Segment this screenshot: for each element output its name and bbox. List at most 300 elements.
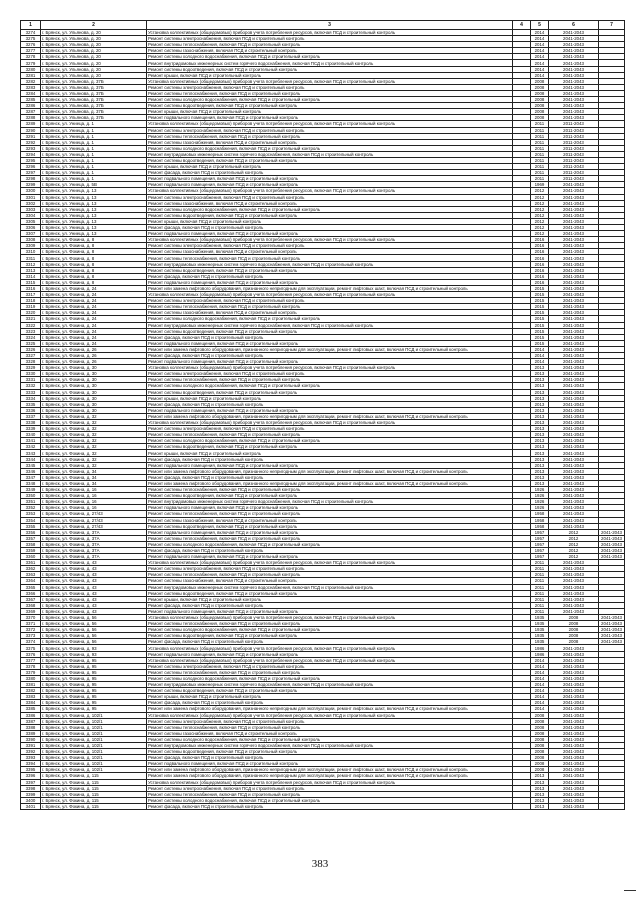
year-cell: 1958: [531, 511, 549, 517]
period-cell: 2041-2043: [549, 761, 599, 767]
period-cell: 2041-2043: [549, 468, 599, 474]
row-number-cell: 3303: [21, 206, 41, 212]
work-type-cell: Ремонт подвального помещения, включая ПСД и строительный контроль: [147, 340, 513, 346]
row-number-cell: 3314: [21, 273, 41, 279]
period-cell: 2041-2043: [549, 218, 599, 224]
address-cell: г. Брянск, ул. Фокина, д. 24: [41, 304, 147, 310]
address-cell: г. Брянск, ул. Фокина, д. 32: [41, 426, 147, 432]
address-cell: г. Брянск, ул. Униеца, д. 1: [41, 133, 147, 139]
period-cell: 2041-2043: [549, 292, 599, 298]
row-number-cell: 3322: [21, 322, 41, 328]
work-type-cell: Ремонт системы электроснабжения, включая ПСД и строительный контроль: [147, 36, 513, 42]
period-cell: 2011-2043: [549, 176, 599, 182]
row-number-cell: 3291: [21, 133, 41, 139]
year-cell: 2014: [531, 706, 549, 712]
address-cell: г. Брянск, ул. Ульянова, д. 20: [41, 48, 147, 54]
address-cell: г. Брянск, ул. Фокина, д. 93: [41, 645, 147, 651]
address-cell: г. Брянск, ул. Ульянова, д. 20: [41, 54, 147, 60]
period-cell: 2041-2043: [549, 371, 599, 377]
period-cell: 2041-2043: [549, 450, 599, 456]
work-type-cell: Ремонт или замена лифтового оборудования, признанного непригодным для эксплуатации, ремонт лифтовых шахт, включая ПСД и строительный контроль: [147, 773, 513, 779]
address-cell: г. Брянск, ул. Фокина, д. 32: [41, 420, 147, 426]
year-cell: 2013: [531, 456, 549, 462]
work-type-cell: Ремонт подвального помещения, включая ПСД и строительный контроль: [147, 176, 513, 182]
work-type-cell: Ремонт подвального помещения, включая ПСД и строительный контроль: [147, 608, 513, 614]
row-number-cell: 3400: [21, 797, 41, 803]
work-type-cell: Установка коллективных (общедомовых) приборов учета потребления ресурсов, включая ПСД и строительный контроль: [147, 78, 513, 84]
work-type-cell: Ремонт системы электроснабжения, включая ПСД и строительный контроль: [147, 127, 513, 133]
period-cell: 2041-2043: [549, 669, 599, 675]
address-cell: г. Брянск, ул. Фокина, д. 30: [41, 407, 147, 413]
work-type-cell: Ремонт системы водоотведения, включая ПСД и строительный контроль: [147, 267, 513, 273]
work-type-cell: Ремонт системы водоотведения, включая ПСД и строительный контроль: [147, 590, 513, 596]
year-cell: 2014: [531, 663, 549, 669]
work-type-cell: Ремонт системы электроснабжения, включая ПСД и строительный контроль: [147, 663, 513, 669]
work-type-cell: Ремонт фасада, включая ПСД и строительный контроль: [147, 401, 513, 407]
period-cell: 2041-2043: [549, 700, 599, 706]
year-cell: 1957: [531, 535, 549, 541]
row-number-cell: 3388: [21, 724, 41, 730]
period-cell: 2041-2043: [549, 718, 599, 724]
year-cell: 2008: [531, 724, 549, 730]
address-cell: г. Брянск, ул. Униеца, д. 13: [41, 225, 147, 231]
period-cell: 2041-2043: [549, 797, 599, 803]
year-cell: 2014: [531, 72, 549, 78]
year-cell: 2015: [531, 292, 549, 298]
address-cell: г. Брянск, ул. Фокина, д. 102/1: [41, 730, 147, 736]
period-cell: 2041-2043: [549, 803, 599, 809]
year-cell: 2011: [531, 566, 549, 572]
row-number-cell: 3319: [21, 304, 41, 310]
year-cell: 2008: [531, 767, 549, 773]
year-cell: 2008: [531, 761, 549, 767]
address-cell: г. Брянск, ул. Фокина, д. 115: [41, 803, 147, 809]
row-number-cell: 3353: [21, 511, 41, 517]
work-type-cell: Ремонт фасада, включая ПСД и строительный контроль: [147, 456, 513, 462]
period-cell: 2041-2043: [549, 328, 599, 334]
row-number-cell: 3293: [21, 145, 41, 151]
row-number-cell: 3333: [21, 389, 41, 395]
address-cell: г. Брянск, ул. Ульянова, д. 20: [41, 60, 147, 66]
period-cell: 2041-2043: [549, 377, 599, 383]
year-cell: 1969: [531, 182, 549, 188]
address-cell: г. Брянск, ул. Фокина, д. 8: [41, 255, 147, 261]
period-cell: 2041-2043: [549, 749, 599, 755]
period-cell: 2041-2043: [549, 438, 599, 444]
year-cell: 2011: [531, 121, 549, 127]
year-cell: 2015: [531, 322, 549, 328]
period-cell: 2012: [549, 535, 599, 541]
row-number-cell: 3286: [21, 103, 41, 109]
address-cell: г. Брянск, ул. Фокина, д. 34: [41, 474, 147, 480]
col7-cell: 2041-2043: [599, 529, 625, 535]
row-number-cell: 3378: [21, 663, 41, 669]
year-cell: 2011: [531, 578, 549, 584]
row-number-cell: 3288: [21, 115, 41, 121]
row-number-cell: 3361: [21, 560, 41, 566]
work-type-cell: Ремонт системы электроснабжения, включая ПСД и строительный контроль: [147, 566, 513, 572]
year-cell: 2015: [531, 285, 549, 291]
row-number-cell: 3323: [21, 328, 41, 334]
period-cell: 2041-2043: [549, 48, 599, 54]
address-cell: г. Брянск, ул. Фокина, д. 32: [41, 456, 147, 462]
work-type-cell: Ремонт системы теплоснабжения, включая ПСД и строительный контроль: [147, 791, 513, 797]
work-type-cell: Ремонт подвального помещения, включая ПСД и строительный контроль: [147, 182, 513, 188]
period-cell: 2008: [549, 639, 599, 645]
year-cell: 2013: [531, 480, 549, 486]
work-type-cell: Ремонт системы газоснабжения, включая ПСД и строительный контроль: [147, 730, 513, 736]
work-type-cell: Ремонт подвального помещения, включая ПСД и строительный контроль: [147, 462, 513, 468]
address-cell: г. Брянск, ул. Фокина, д. 32: [41, 432, 147, 438]
period-cell: 2041-2043: [549, 444, 599, 450]
address-cell: г. Брянск, ул. Фокина, д. 95: [41, 675, 147, 681]
work-type-cell: Ремонт системы теплоснабжения, включая ПСД и строительный контроль: [147, 724, 513, 730]
period-cell: 2011-2043: [549, 127, 599, 133]
col7-cell: 2041-2043: [599, 627, 625, 633]
period-cell: 2041-2043: [549, 572, 599, 578]
address-cell: г. Брянск, ул. Униеца, д. 1: [41, 164, 147, 170]
year-cell: 2013: [531, 395, 549, 401]
row-number-cell: 3284: [21, 90, 41, 96]
address-cell: г. Брянск, ул. Фокина, д. 95: [41, 706, 147, 712]
period-cell: 2041-2043: [549, 115, 599, 121]
address-cell: г. Брянск, ул. Фокина, д. 24: [41, 334, 147, 340]
address-cell: г. Брянск, ул. Униеца, д. 1: [41, 145, 147, 151]
address-cell: г. Брянск, ул. Фокина, д. 8: [41, 267, 147, 273]
year-cell: 2014: [531, 682, 549, 688]
address-cell: г. Брянск, ул. Фокина, д. 32: [41, 413, 147, 419]
work-type-cell: Ремонт или замена лифтового оборудования, признанного непригодным для эксплуатации, ремонт лифтовых шахт, включая ПСД и строительный контроль: [147, 468, 513, 474]
work-type-cell: Ремонт или замена лифтового оборудования, признанного непригодным для эксплуатации, ремонт лифтовых шахт, включая ПСД и строительный контроль: [147, 413, 513, 419]
column-header: 1: [21, 21, 41, 30]
year-cell: 2013: [531, 407, 549, 413]
row-number-cell: 3334: [21, 395, 41, 401]
row-number-cell: 3335: [21, 401, 41, 407]
period-cell: 2041-2043: [549, 755, 599, 761]
period-cell: 2041-2043: [549, 352, 599, 358]
address-cell: г. Брянск, ул. Фокина, д. 24: [41, 316, 147, 322]
row-number-cell: 3296: [21, 164, 41, 170]
year-cell: 2011: [531, 170, 549, 176]
row-number-cell: 3350: [21, 493, 41, 499]
row-number-cell: 3346: [21, 468, 41, 474]
work-type-cell: Ремонт системы теплоснабжения, включая ПСД и строительный контроль: [147, 487, 513, 493]
period-cell: 2041-2043: [549, 84, 599, 90]
row-number-cell: 3354: [21, 517, 41, 523]
work-type-cell: Ремонт крыши, включая ПСД и строительный контроль: [147, 109, 513, 115]
row-number-cell: 3309: [21, 243, 41, 249]
address-cell: г. Брянск, ул. Униеца, д. 13: [41, 212, 147, 218]
work-type-cell: Ремонт крыши, включая ПСД и строительный контроль: [147, 218, 513, 224]
period-cell: 2041-2043: [549, 255, 599, 261]
year-cell: 1957: [531, 529, 549, 535]
work-type-cell: Ремонт системы водоотведения, включая ПСД и строительный контроль: [147, 103, 513, 109]
work-type-cell: Ремонт крыши, включая ПСД и строительный контроль: [147, 450, 513, 456]
work-type-cell: Ремонт системы холодного водоснабжения, включая ПСД и строительный контроль: [147, 675, 513, 681]
period-cell: 2011-2043: [549, 157, 599, 163]
year-cell: 2011: [531, 151, 549, 157]
address-cell: г. Брянск, ул. Фокина, д. 43: [41, 584, 147, 590]
year-cell: 2011: [531, 590, 549, 596]
period-cell: 2041-2043: [549, 712, 599, 718]
address-cell: г. Брянск, ул. Униеца, д. 5В: [41, 182, 147, 188]
period-cell: 2041-2043: [549, 383, 599, 389]
address-cell: г. Брянск, ул. Униеца, д. 13: [41, 206, 147, 212]
row-number-cell: 3397: [21, 779, 41, 785]
address-cell: г. Брянск, ул. Фокина, д. 102/1: [41, 767, 147, 773]
address-cell: г. Брянск, ул. Фокина, д. 56: [41, 621, 147, 627]
row-number-cell: 3306: [21, 225, 41, 231]
row-number-cell: 3318: [21, 298, 41, 304]
period-cell: 2041-2043: [549, 767, 599, 773]
row-number-cell: 3396: [21, 773, 41, 779]
row-number-cell: 3317: [21, 292, 41, 298]
work-type-cell: Ремонт крыши, включая ПСД и строительный контроль: [147, 164, 513, 170]
year-cell: 2012: [531, 231, 549, 237]
period-cell: 2041-2043: [549, 785, 599, 791]
address-cell: г. Брянск, ул. Фокина, д. 102/1: [41, 755, 147, 761]
work-type-cell: Установка коллективных (общедомовых) приборов учета потребления ресурсов, включая ПСД и строительный контроль: [147, 365, 513, 371]
work-type-cell: Ремонт подвального помещения, включая ПСД и строительный контроль: [147, 529, 513, 535]
period-cell: 2041-2043: [549, 584, 599, 590]
period-cell: 2041-2043: [549, 462, 599, 468]
year-cell: 2014: [531, 688, 549, 694]
work-type-cell: Ремонт крыши, включая ПСД и строительный контроль: [147, 395, 513, 401]
work-type-cell: Ремонт подвального помещения, включая ПСД и строительный контроль: [147, 505, 513, 511]
row-number-cell: 3385: [21, 706, 41, 712]
address-cell: г. Брянск, ул. Фокина, д. 102/1: [41, 724, 147, 730]
row-number-cell: 3332: [21, 383, 41, 389]
year-cell: 2014: [531, 66, 549, 72]
col7-cell: 2041-2043: [599, 621, 625, 627]
work-type-cell: Ремонт системы теплоснабжения, включая ПСД и строительный контроль: [147, 90, 513, 96]
year-cell: 2013: [531, 371, 549, 377]
year-cell: 2008: [531, 84, 549, 90]
period-cell: 2008: [549, 621, 599, 627]
year-cell: 2008: [531, 97, 549, 103]
row-number-cell: 3357: [21, 535, 41, 541]
year-cell: 2016: [531, 279, 549, 285]
column-header: 4: [513, 21, 531, 30]
period-cell: 2041-2043: [549, 182, 599, 188]
period-cell: 2041-2043: [549, 742, 599, 748]
address-cell: г. Брянск, ул. Фокина, д. 115: [41, 773, 147, 779]
year-cell: 2012: [531, 206, 549, 212]
col7-cell: 2041-2043: [599, 633, 625, 639]
year-cell: 2011: [531, 127, 549, 133]
year-cell: 2014: [531, 694, 549, 700]
year-cell: 2011: [531, 584, 549, 590]
work-type-cell: Ремонт или замена лифтового оборудования, признанного непригодным для эксплуатации, ремонт лифтовых шахт, включая ПСД и строительный контроль: [147, 285, 513, 291]
period-cell: 2041-2043: [549, 688, 599, 694]
row-number-cell: 3371: [21, 621, 41, 627]
year-cell: 2013: [531, 468, 549, 474]
row-number-cell: 3301: [21, 194, 41, 200]
address-cell: г. Брянск, ул. Фокина, д. 43: [41, 608, 147, 614]
year-cell: 1935: [531, 615, 549, 621]
year-cell: 1986: [531, 645, 549, 651]
row-number-cell: 3366: [21, 590, 41, 596]
address-cell: г. Брянск, ул. Фокина, д. 8: [41, 273, 147, 279]
year-cell: 2014: [531, 48, 549, 54]
address-cell: г. Брянск, ул. Фокина, д. 30: [41, 383, 147, 389]
period-cell: 2041-2043: [549, 304, 599, 310]
row-number-cell: 3345: [21, 462, 41, 468]
work-type-cell: Ремонт фасада, включая ПСД и строительный контроль: [147, 273, 513, 279]
repair-schedule-table: [20, 20, 625, 810]
period-cell: 2012: [549, 529, 599, 535]
work-type-cell: Установка коллективных (общедомовых) приборов учета потребления ресурсов, включая ПСД и строительный контроль: [147, 420, 513, 426]
period-cell: 2041-2043: [549, 279, 599, 285]
period-cell: 2041-2043: [549, 346, 599, 352]
row-number-cell: 3394: [21, 761, 41, 767]
work-type-cell: Ремонт системы теплоснабжения, включая ПСД и строительный контроль: [147, 432, 513, 438]
row-number-cell: 3375: [21, 645, 41, 651]
year-cell: 2013: [531, 773, 549, 779]
period-cell: 2041-2043: [549, 602, 599, 608]
period-cell: 2041-2043: [549, 310, 599, 316]
work-type-cell: Ремонт или замена лифтового оборудования, признанного непригодным для эксплуатации, ремонт лифтовых шахт, включая ПСД и строительный контроль: [147, 346, 513, 352]
address-cell: г. Брянск, ул. Ульянова, д. 37Б: [41, 97, 147, 103]
row-number-cell: 3374: [21, 639, 41, 645]
year-cell: 1958: [531, 523, 549, 529]
work-type-cell: Установка коллективных (общедомовых) приборов учета потребления ресурсов, включая ПСД и строительный контроль: [147, 615, 513, 621]
address-cell: г. Брянск, ул. Фокина, д. 56: [41, 639, 147, 645]
row-number-cell: 3401: [21, 803, 41, 809]
row-number-cell: 3327: [21, 352, 41, 358]
work-type-cell: Ремонт фасада, включая ПСД и строительный контроль: [147, 225, 513, 231]
period-cell: 2041-2043: [549, 267, 599, 273]
work-type-cell: Ремонт внутридомовых инженерных систем горячего водоснабжения, включая ПСД и строительный контроль: [147, 742, 513, 748]
period-cell: 2041-2043: [549, 432, 599, 438]
period-cell: 2041-2043: [549, 578, 599, 584]
period-cell: 2041-2043: [549, 694, 599, 700]
address-cell: г. Брянск, ул. Фокина, д. 26: [41, 359, 147, 365]
address-cell: г. Брянск, ул. Фокина, д. 30: [41, 401, 147, 407]
row-number-cell: 3358: [21, 541, 41, 547]
address-cell: г. Брянск, ул. Фокина, д. 43: [41, 590, 147, 596]
address-cell: г. Брянск, ул. Фокина, д. 56: [41, 633, 147, 639]
year-cell: 1958: [531, 517, 549, 523]
address-cell: г. Брянск, ул. Фокина, д. 95: [41, 694, 147, 700]
row-number-cell: 3275: [21, 36, 41, 42]
row-number-cell: 3351: [21, 499, 41, 505]
row-number-cell: 3279: [21, 60, 41, 66]
work-type-cell: Ремонт системы водоотведения, включая ПСД и строительный контроль: [147, 444, 513, 450]
period-cell: 2012: [549, 554, 599, 560]
address-cell: г. Брянск, ул. Фокина, д. 8: [41, 243, 147, 249]
row-number-cell: 3398: [21, 785, 41, 791]
row-number-cell: 3364: [21, 578, 41, 584]
work-type-cell: Ремонт системы холодного водоснабжения, включая ПСД и строительный контроль: [147, 736, 513, 742]
column-header: 6: [549, 21, 599, 30]
address-cell: г. Брянск, ул. Фокина, д. 26: [41, 352, 147, 358]
period-cell: 2041-2043: [549, 66, 599, 72]
year-cell: 2011: [531, 157, 549, 163]
period-cell: 2041-2043: [549, 596, 599, 602]
address-cell: г. Брянск, ул. Фокина, д. 8: [41, 249, 147, 255]
address-cell: г. Брянск, ул. Фокина, д. 102/1: [41, 749, 147, 755]
period-cell: 2041-2043: [549, 103, 599, 109]
address-cell: г. Брянск, ул. Фокина, д. 37А: [41, 547, 147, 553]
row-number-cell: 3339: [21, 426, 41, 432]
address-cell: г. Брянск, ул. Фокина, д. 102/1: [41, 718, 147, 724]
period-cell: 2041-2043: [549, 365, 599, 371]
row-number-cell: 3282: [21, 78, 41, 84]
address-cell: г. Брянск, ул. Фокина, д. 37А: [41, 535, 147, 541]
address-cell: г. Брянск, ул. Фокина, д. 30: [41, 377, 147, 383]
address-cell: г. Брянск, ул. Фокина, д. 93: [41, 651, 147, 657]
row-number-cell: 3321: [21, 316, 41, 322]
work-type-cell: Ремонт фасада, включая ПСД и строительный контроль: [147, 755, 513, 761]
work-type-cell: Ремонт системы холодного водоснабжения, включая ПСД и строительный контроль: [147, 54, 513, 60]
work-type-cell: Ремонт системы водоотведения, включая ПСД и строительный контроль: [147, 523, 513, 529]
year-cell: 2016: [531, 255, 549, 261]
year-cell: 1926: [531, 493, 549, 499]
work-type-cell: Установка коллективных (общедомовых) приборов учета потребления ресурсов, включая ПСД и строительный контроль: [147, 645, 513, 651]
row-number-cell: 3281: [21, 72, 41, 78]
address-cell: г. Брянск, ул. Униеца, д. 13: [41, 188, 147, 194]
year-cell: 2014: [531, 42, 549, 48]
year-cell: 2016: [531, 273, 549, 279]
year-cell: 2016: [531, 249, 549, 255]
work-type-cell: Ремонт системы теплоснабжения, включая ПСД и строительный контроль: [147, 621, 513, 627]
row-number-cell: 3384: [21, 700, 41, 706]
row-number-cell: 3344: [21, 456, 41, 462]
address-cell: г. Брянск, ул. Фокина, д. 95: [41, 657, 147, 663]
row-number-cell: 3338: [21, 420, 41, 426]
row-number-cell: 3368: [21, 602, 41, 608]
period-cell: 2041-2043: [549, 651, 599, 657]
work-type-cell: Ремонт фасада, включая ПСД и строительный контроль: [147, 334, 513, 340]
row-number-cell: 3360: [21, 554, 41, 560]
row-number-cell: 3285: [21, 97, 41, 103]
year-cell: 2014: [531, 54, 549, 60]
work-type-cell: Ремонт внутридомовых инженерных систем горячего водоснабжения, включая ПСД и строительный контроль: [147, 261, 513, 267]
address-cell: г. Брянск, ул. Фокина, д. 115: [41, 791, 147, 797]
row-number-cell: 3355: [21, 523, 41, 529]
work-type-cell: Ремонт системы газоснабжения, включая ПСД и строительный контроль: [147, 200, 513, 206]
work-type-cell: Ремонт системы электроснабжения, включая ПСД и строительный контроль: [147, 84, 513, 90]
year-cell: 2011: [531, 145, 549, 151]
row-number-cell: 3289: [21, 121, 41, 127]
row-number-cell: 3376: [21, 651, 41, 657]
year-cell: 2013: [531, 420, 549, 426]
address-cell: г. Брянск, ул. Фокина, д. 95: [41, 688, 147, 694]
work-type-cell: Ремонт системы газоснабжения, включая ПСД и строительный контроль: [147, 578, 513, 584]
work-type-cell: Ремонт внутридомовых инженерных систем горячего водоснабжения, включая ПСД и строительный контроль: [147, 499, 513, 505]
address-cell: г. Брянск, ул. Ульянова, д. 37Б: [41, 109, 147, 115]
row-number-cell: 3325: [21, 340, 41, 346]
address-cell: г. Брянск, ул. Ульянова, д. 20: [41, 72, 147, 78]
work-type-cell: Ремонт подвального помещения, включая ПСД и строительный контроль: [147, 359, 513, 365]
period-cell: 2041-2043: [549, 316, 599, 322]
year-cell: 2015: [531, 334, 549, 340]
column-header: 5: [531, 21, 549, 30]
col7-cell: 2041-2043: [599, 554, 625, 560]
year-cell: 2012: [531, 194, 549, 200]
year-cell: 2014: [531, 657, 549, 663]
row-number-cell: 3395: [21, 767, 41, 773]
row-number-cell: 3297: [21, 170, 41, 176]
work-type-cell: Ремонт системы холодного водоснабжения, включая ПСД и строительный контроль: [147, 206, 513, 212]
year-cell: 2015: [531, 328, 549, 334]
work-type-cell: Ремонт внутридомовых инженерных систем горячего водоснабжения, включая ПСД и строительный контроль: [147, 322, 513, 328]
address-cell: г. Брянск, ул. Фокина, д. 34: [41, 468, 147, 474]
work-type-cell: Ремонт системы водоотведения, включая ПСД и строительный контроль: [147, 633, 513, 639]
year-cell: 2008: [531, 730, 549, 736]
year-cell: 2016: [531, 243, 549, 249]
